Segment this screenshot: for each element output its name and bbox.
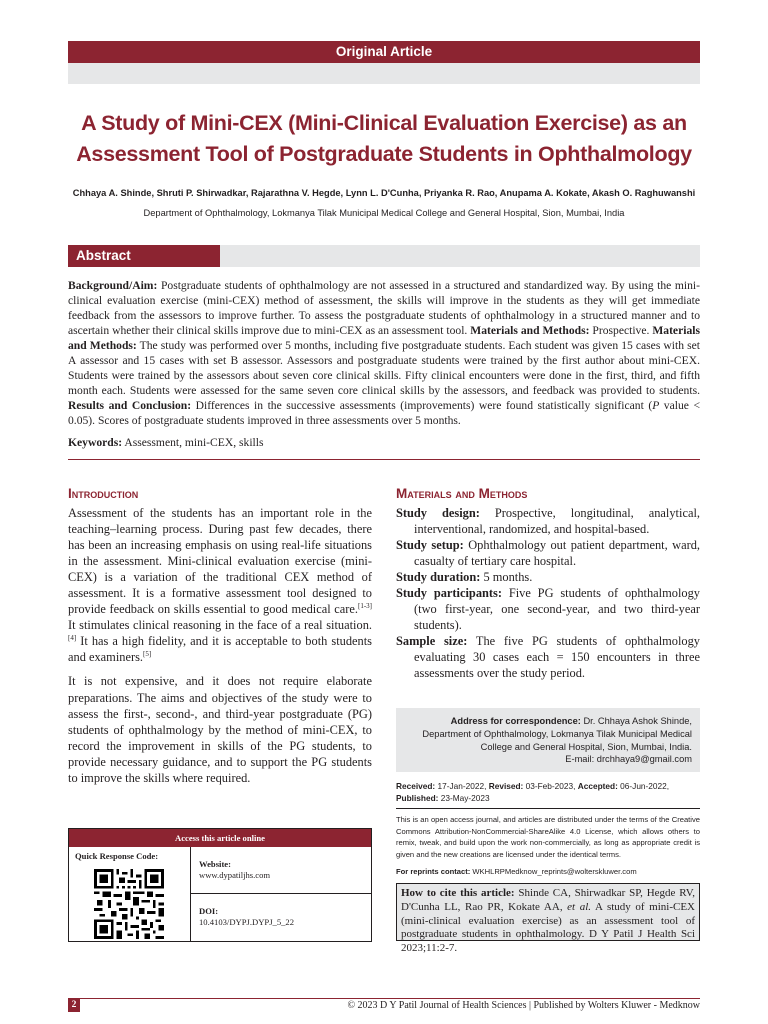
doi-link[interactable]: 10.4103/DYPJ.DYPJ_5_22 — [199, 917, 295, 927]
article-type-label: Original Article — [335, 44, 433, 59]
correspondence-line-2: Department of Ophthalmology, Lokmanya Tilak Municipal Medical — [422, 728, 692, 739]
intro-p1-b: It stimulates clinical reasoning in the face of a real situation. — [68, 618, 372, 633]
published-label: Published: — [396, 793, 439, 803]
methods-list — [396, 505, 700, 682]
website-cell — [191, 847, 371, 894]
abstract-grey-strip — [220, 245, 700, 267]
ref-1-3[interactable]: [1-3] — [358, 602, 372, 611]
methods-item — [396, 537, 700, 569]
access-online-box — [68, 828, 372, 942]
keywords — [68, 435, 700, 450]
abstract-methods-label-2: Materials and Methods: — [68, 324, 700, 353]
citation-box — [396, 883, 700, 955]
methods-item — [396, 633, 700, 681]
methods-heading: Materials and Methods — [396, 486, 528, 501]
correspondence-line-3: College and General Hospital, Sion, Mumbai, India. — [480, 741, 692, 752]
abstract-p-symbol: P — [652, 399, 660, 413]
introduction-heading: Introduction — [68, 486, 139, 501]
methods-item-label: Study participants: — [396, 586, 502, 601]
abstract-background-text: Postgraduate students of ophthalmology are not assessed in a structured and standardized way. By using the mini-clinical evaluation exercise (mini-CEX) method of assessment, the skills will improve in the students as they will get immediate feedback from the assessors to improve further. To assess the postgraduate students of ophthalmology in a structured manner and to ascertain whether their clinical skills improve due to mini-CEX as an assessment tool. — [68, 279, 700, 338]
received-label: Received: — [396, 781, 436, 791]
abstract-divider — [68, 459, 700, 460]
article-title — [40, 108, 728, 170]
ref-5[interactable]: [5] — [143, 650, 152, 659]
methods-item — [396, 569, 700, 585]
abstract-methods-text-2: The study was performed over 5 months, including five postgraduate students. Each student was given 15 cases with set A assessor and 15 cases with set B assessor. Assessors and postgraduate students were trained by the first author about mini-CEX. Students were trained by the assessors about seven core clinical skills. Fifty clinical encounters were done in the first, third, and fifth month each. Students were assessed for the same seven core clinical skills by the assessors, and feedback was provided to students. — [68, 339, 700, 398]
methods-item-text: The five PG students of ophthalmology evaluating 30 cases each = 150 encounters in three assessments over the study period. — [414, 634, 700, 681]
received-date: 17-Jan-2022, — [435, 781, 489, 791]
qr-label: Quick Response Code: — [75, 851, 159, 861]
qr-code-icon[interactable] — [94, 869, 164, 939]
methods-item — [396, 585, 700, 633]
citation-text-2: A study of mini-CEX (mini-clinical evaluation exercise) as an assessment tool of postgraduate students in ophthalmology. D Y Patil J Health Sci 2023;11:2-7. — [401, 900, 696, 955]
abstract-methods-text-1: Prospective. — [589, 324, 653, 338]
access-heading: Access this article online — [69, 829, 371, 847]
citation-label: How to cite this article: — [401, 887, 515, 899]
revised-label: Revised: — [488, 781, 524, 791]
banner-grey-strip — [68, 63, 700, 84]
methods-item-label: Study setup: — [396, 538, 464, 553]
page-number: 2 — [68, 998, 80, 1012]
doi-cell — [191, 894, 371, 941]
keywords-text: Assessment, mini-CEX, skills — [122, 436, 264, 449]
website-label: Website: — [199, 859, 231, 869]
introduction-paragraph-1 — [68, 505, 372, 665]
methods-item-text: 5 months. — [480, 570, 533, 585]
qr-cell — [69, 847, 191, 941]
title-line-2: Assessment Tool of Postgraduate Students in Ophthalmology — [76, 142, 692, 166]
reprints-contact — [396, 866, 700, 878]
published-date: 23-May-2023 — [438, 793, 490, 803]
methods-item — [396, 505, 700, 537]
correspondence-email[interactable]: E-mail: drchhaya9@gmail.com — [565, 754, 692, 765]
publication-dates — [396, 780, 700, 804]
revised-date: 03-Feb-2023, — [523, 781, 578, 791]
correspondence-label: Address for correspondence: — [450, 716, 581, 726]
citation-text-1: Shinde CA, Shirwadkar SP, Hegde RV, D'Cunha LL, Rao PR, Kokate AA, — [401, 887, 695, 913]
intro-p1-a: Assessment of the students has an important role in the teaching–learning process. During past few decades, there has been an increasing emphasis on using real-life situations in the assessment. Mini-clinical evaluation exercise (mini-CEX) is a variation of the traditional CEX method of assessment. It is a formative assessment tool designed to provide feedback on skills essential to good medical care. — [68, 506, 372, 617]
introduction-body — [68, 505, 372, 794]
title-line-1: A Study of Mini-CEX (Mini-Clinical Evaluation Exercise) as an — [81, 111, 687, 135]
article-type-banner — [68, 41, 700, 63]
website-link[interactable]: www.dypatiljhs.com — [199, 870, 271, 880]
keywords-label: Keywords: — [68, 436, 123, 449]
correspondence-box — [396, 708, 700, 772]
accepted-label: Accepted: — [577, 781, 618, 791]
author-list: Chhaya A. Shinde, Shruti P. Shirwadkar, Rajarathna V. Hegde, Lynn L. D'Cunha, Priyanka R. Rao, Anupama A. Kokate, Akash O. Raghuwanshi — [72, 188, 696, 198]
abstract-background-label: Background/Aim: — [68, 279, 158, 292]
correspondence-name: Dr. Chhaya Ashok Shinde, — [580, 716, 692, 726]
methods-item-label: Sample size: — [396, 634, 468, 649]
dates-divider — [396, 808, 700, 809]
ref-4[interactable]: [4] — [68, 634, 77, 643]
accepted-date: 06-Jun-2022, — [617, 781, 670, 791]
citation-etal: et al. — [567, 900, 592, 913]
footer-text: © 2023 D Y Patil Journal of Health Sciences | Published by Wolters Kluwer - Medknow — [347, 1000, 700, 1011]
methods-item-text: Five PG students of ophthalmology (two first-year, one second-year, and two third-year students). — [414, 586, 700, 633]
license-text: This is an open access journal, and articles are distributed under the terms of the Creative Commons Attribution-NonCommercial-ShareAlike 4.0 License, which allows others to remix, tweak, and build upon the work non-commercially, as long as appropriate credit is given and the new creations are licensed under the identical terms. — [396, 815, 700, 859]
reprints-label: For reprints contact: — [396, 867, 471, 876]
intro-p1-c: It has a high fidelity, and it is acceptable to both students and examiners. — [68, 634, 372, 665]
methods-item-label: Study duration: — [396, 570, 481, 585]
methods-item-label: Study design: — [396, 506, 480, 520]
affiliation: Department of Ophthalmology, Lokmanya Tilak Municipal Medical College and General Hospital, Sion, Mumbai, India — [143, 208, 625, 218]
abstract-heading: Abstract — [68, 245, 220, 267]
doi-label: DOI: — [199, 906, 219, 916]
abstract-results-label: Results and Conclusion: — [68, 399, 192, 413]
methods-item-text: Ophthalmology out patient department, ward, casualty of tertiary care hospital. — [414, 538, 700, 569]
abstract-body — [68, 278, 700, 428]
reprints-email[interactable]: WKHLRPMedknow_reprints@wolterskluwer.com — [470, 867, 637, 876]
abstract-methods-label: Materials and Methods: — [470, 324, 590, 338]
methods-item-text: Prospective, longitudinal, analytical, interventional, randomized, and hospital-based. — [414, 506, 700, 537]
abstract-results-text-1: Differences in the successive assessments (improvements) were found statistically significant ( — [191, 399, 653, 413]
introduction-paragraph-2: It is not expensive, and it does not require elaborate preparations. The aims and objectives of the study were to assess the first-, second-, and third-year postgraduate (PG) students of ophthalmology by the method of mini-CEX, to record the improvement in skills of the PG students, to provide necessary guidance, and to support the PG students to improve the skills where required. — [68, 674, 372, 785]
abstract-results-text-2: value < 0.05). Scores of postgraduate students improved in three assessments over 5 months. — [68, 399, 700, 428]
